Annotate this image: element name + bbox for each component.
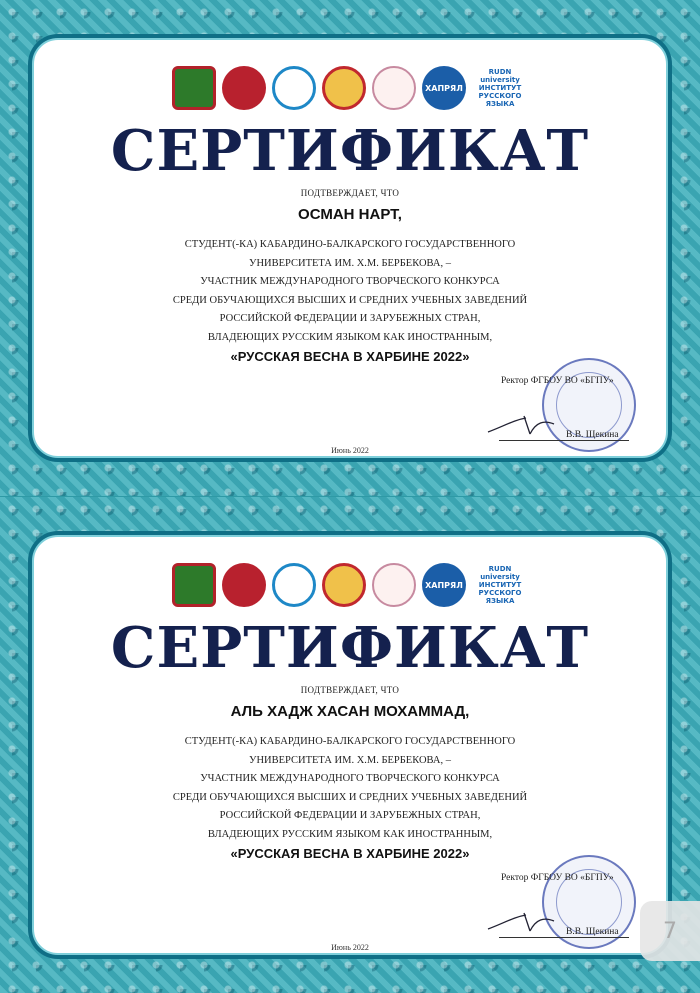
body-line: РОССИЙСКОЙ ФЕДЕРАЦИИ И ЗАРУБЕЖНЫХ СТРАН,	[219, 313, 481, 324]
partner-logos	[34, 563, 666, 607]
body-line: СРЕДИ ОБУЧАЮЩИХСЯ ВЫСШИХ И СРЕДНИХ УЧЕБНЫХ ЗАВЕДЕНИЙ	[172, 294, 528, 306]
recipient-name: АЛЬ ХАДЖ ХАСАН МОХАММАД,	[230, 703, 470, 720]
certificate-1	[0, 0, 700, 496]
body-line: УНИВЕРСИТЕТА ИМ. Х.М. БЕРБЕКОВА, –	[249, 257, 451, 269]
pedagogical-university-logo-icon	[372, 66, 416, 110]
harbin-university-logo-icon	[272, 66, 316, 110]
body-line: СТУДЕНТ(-КА) КАБАРДИНО-БАЛКАРСКОГО ГОСУДАРСТВЕННОГО	[184, 239, 516, 250]
signature-line	[499, 440, 629, 441]
amur-region-emblem-icon	[172, 563, 216, 607]
certificate-title: СЕРТИФИКАТ	[110, 118, 590, 184]
rudn-institute-logo	[472, 66, 528, 110]
signer-name: В.В. Щекина	[566, 430, 619, 440]
certificate-body	[34, 236, 666, 347]
hapryal-logo: ХАПРЯЛ	[422, 563, 466, 607]
body-line: ВЛАДЕЮЩИХ РУССКИМ ЯЗЫКОМ КАК ИНОСТРАННЫМ,	[207, 331, 493, 343]
certificate-paper	[32, 38, 668, 458]
body-line: УЧАСТНИК МЕЖДУНАРОДНОГО ТВОРЧЕСКОГО КОНКУРСА	[200, 773, 500, 784]
amur-region-emblem-icon	[172, 66, 216, 110]
page-number-badge: 7	[640, 901, 700, 961]
signature-line	[499, 937, 629, 938]
certificate-2	[0, 497, 700, 993]
body-line: УНИВЕРСИТЕТА ИМ. Х.М. БЕРБЕКОВА, –	[249, 754, 451, 766]
signature-icon	[484, 909, 564, 935]
body-line: СТУДЕНТ(-КА) КАБАРДИНО-БАЛКАРСКОГО ГОСУДАРСТВЕННОГО	[184, 736, 516, 747]
certificate-frame	[28, 34, 672, 462]
rudn-institute-logo	[472, 563, 528, 607]
issue-date: Июнь 2022	[331, 446, 369, 455]
confirm-text: ПОДТВЕРЖДАЕТ, ЧТО	[300, 685, 400, 695]
university-logo-icon	[222, 66, 266, 110]
recipient-name: ОСМАН НАРТ,	[298, 206, 402, 223]
rector-title: Ректор ФГБОУ ВО «БГПУ»	[501, 873, 614, 883]
certificate-body	[34, 733, 666, 844]
body-line: СРЕДИ ОБУЧАЮЩИХСЯ ВЫСШИХ И СРЕДНИХ УЧЕБНЫХ ЗАВЕДЕНИЙ	[172, 791, 528, 803]
rector-title: Ректор ФГБОУ ВО «БГПУ»	[501, 376, 614, 386]
contest-name: «РУССКАЯ ВЕСНА В ХАРБИНЕ 2022»	[230, 846, 470, 861]
pedagogical-university-logo-icon	[372, 563, 416, 607]
certificate-paper	[32, 535, 668, 955]
university-logo-icon	[222, 563, 266, 607]
dragon-emblem-icon	[322, 563, 366, 607]
issue-date: Июнь 2022	[331, 943, 369, 952]
certificate-frame	[28, 531, 672, 959]
confirm-text: ПОДТВЕРЖДАЕТ, ЧТО	[300, 188, 400, 198]
body-line: ВЛАДЕЮЩИХ РУССКИМ ЯЗЫКОМ КАК ИНОСТРАННЫМ,	[207, 828, 493, 840]
signer-name: В.В. Щекина	[566, 927, 619, 937]
harbin-university-logo-icon	[272, 563, 316, 607]
certificate-title: СЕРТИФИКАТ	[110, 615, 590, 681]
hapryal-logo: ХАПРЯЛ	[422, 66, 466, 110]
body-line: УЧАСТНИК МЕЖДУНАРОДНОГО ТВОРЧЕСКОГО КОНКУРСА	[200, 276, 500, 287]
rudn-logo-text: RUDN university ИНСТИТУТ РУССКОГО ЯЗЫКА	[478, 68, 522, 108]
partner-logos	[34, 66, 666, 110]
body-line: РОССИЙСКОЙ ФЕДЕРАЦИИ И ЗАРУБЕЖНЫХ СТРАН,	[219, 810, 481, 821]
dragon-emblem-icon	[322, 66, 366, 110]
rudn-logo-text: RUDN university ИНСТИТУТ РУССКОГО ЯЗЫКА	[478, 565, 522, 605]
contest-name: «РУССКАЯ ВЕСНА В ХАРБИНЕ 2022»	[230, 349, 470, 364]
signature-icon	[484, 412, 564, 438]
